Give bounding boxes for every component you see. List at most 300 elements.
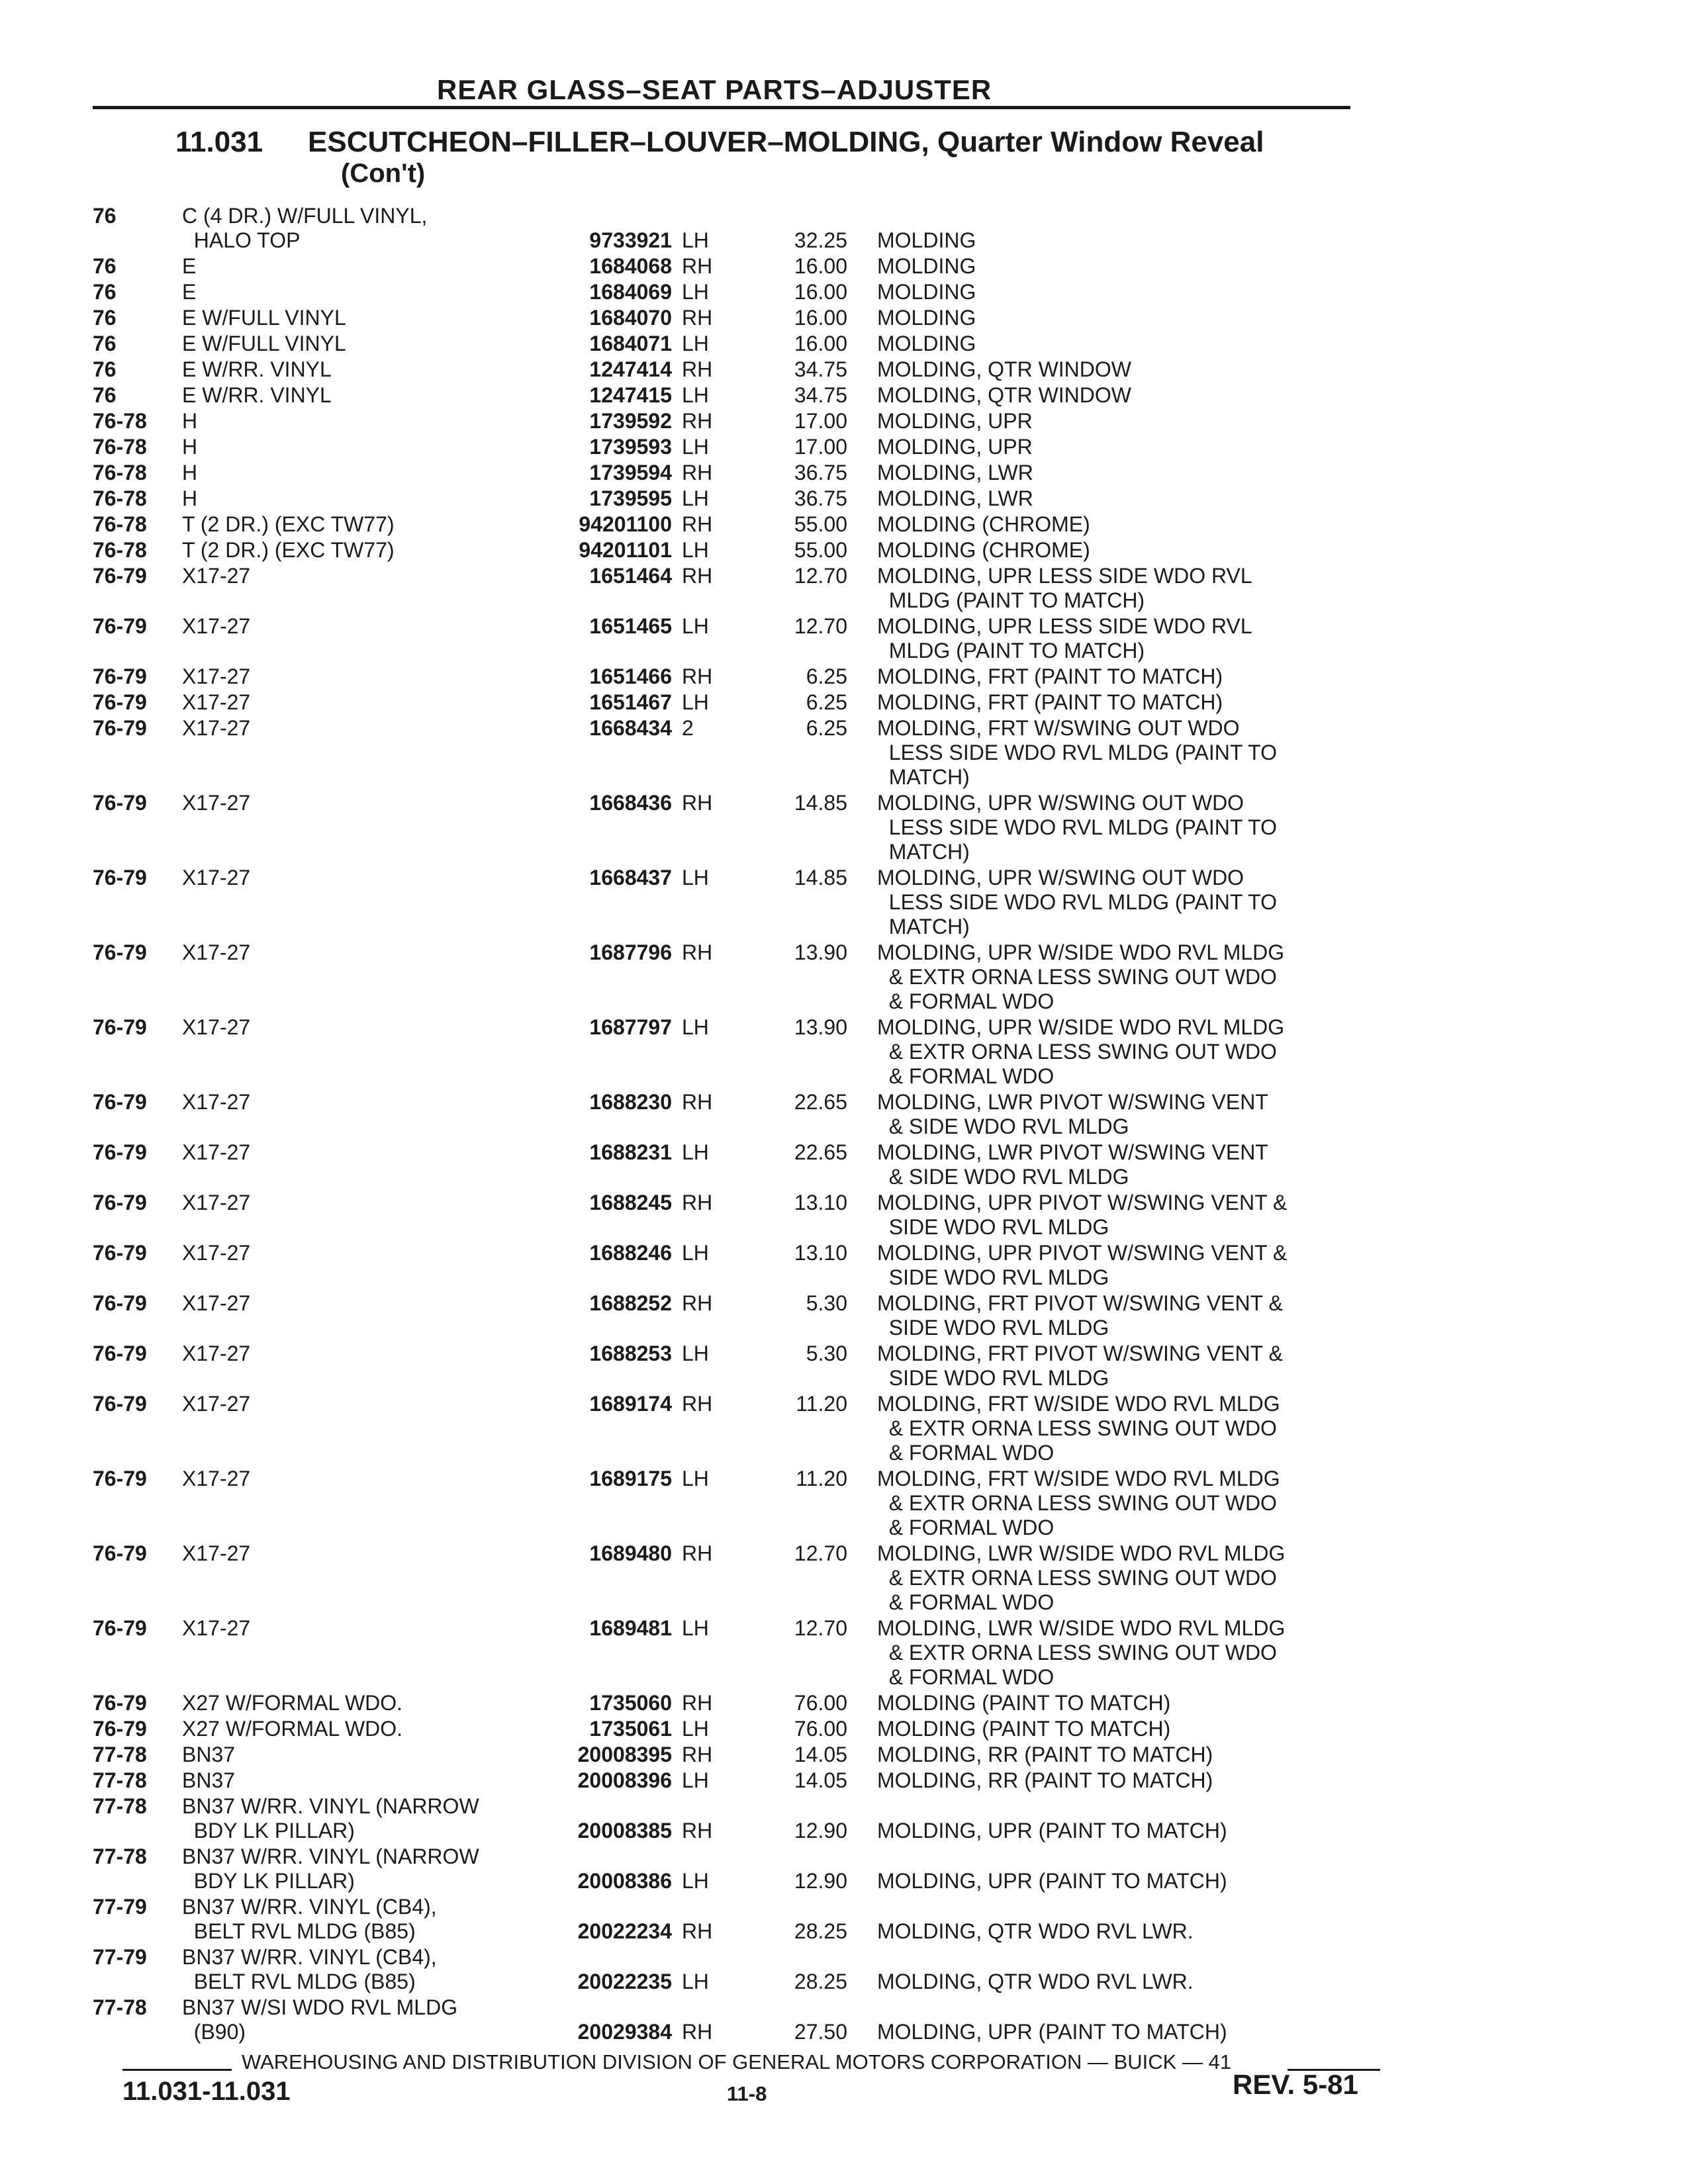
part-description: MOLDING (CHROME)	[877, 538, 1090, 562]
model-application: E W/RR. VINYL	[182, 357, 332, 381]
model-application: X17-27	[182, 564, 251, 588]
table-row	[0, 409, 1688, 433]
table-row	[0, 332, 1688, 356]
model-application: BN37 W/RR. VINYL (CB4),	[182, 1945, 437, 1969]
table-row	[0, 1140, 1688, 1189]
part-description: & EXTR ORNA LESS SWING OUT WDO	[877, 1416, 1277, 1440]
side-or-quantity: RH	[682, 2020, 713, 2044]
part-description: & FORMAL WDO	[877, 1516, 1055, 1539]
side-or-quantity: RH	[682, 1291, 713, 1315]
part-description: MOLDING, UPR (PAINT TO MATCH)	[877, 1819, 1227, 1843]
table-row	[0, 1090, 1688, 1139]
part-description: & EXTR ORNA LESS SWING OUT WDO	[877, 1040, 1277, 1064]
side-or-quantity: RH	[682, 791, 713, 815]
part-number: 20029384	[577, 2020, 672, 2044]
part-description: & EXTR ORNA LESS SWING OUT WDO	[877, 965, 1277, 989]
model-application: BELT RVL MLDG (B85)	[182, 1919, 416, 1943]
table-row	[0, 204, 1688, 253]
part-number: 1684071	[589, 332, 672, 355]
table-row	[0, 614, 1688, 663]
side-or-quantity: RH	[682, 512, 713, 536]
price: 76.00	[794, 1691, 847, 1715]
part-description: MOLDING, FRT W/SIDE WDO RVL MLDG	[877, 1467, 1280, 1490]
part-description: MOLDING, RR (PAINT TO MATCH)	[877, 1743, 1213, 1766]
side-or-quantity: RH	[682, 664, 713, 688]
side-or-quantity: LH	[682, 280, 709, 304]
model-year: 76-79	[93, 664, 147, 688]
price: 16.00	[794, 280, 847, 304]
side-or-quantity: LH	[682, 538, 709, 562]
part-description: MATCH)	[877, 840, 970, 864]
part-number: 1651466	[589, 664, 672, 688]
side-or-quantity: RH	[682, 357, 713, 381]
part-description: MOLDING, UPR (PAINT TO MATCH)	[877, 1869, 1227, 1893]
model-year: 76	[93, 204, 117, 228]
side-or-quantity: RH	[682, 409, 713, 433]
part-number: 1735060	[589, 1691, 672, 1715]
price: 14.05	[794, 1743, 847, 1766]
part-number: 1689175	[589, 1467, 672, 1490]
model-year: 76-78	[93, 512, 147, 536]
side-or-quantity: RH	[682, 1392, 713, 1416]
part-number: 20008396	[577, 1768, 672, 1792]
model-application: X17-27	[182, 664, 251, 688]
model-year: 76-78	[93, 409, 147, 433]
model-year: 76-79	[93, 1541, 147, 1565]
part-description: MOLDING, FRT W/SWING OUT WDO	[877, 716, 1240, 740]
part-number: 1684070	[589, 306, 672, 330]
part-number: 1688230	[589, 1090, 672, 1114]
part-description: MOLDING, UPR PIVOT W/SWING VENT &	[877, 1241, 1288, 1265]
section-continued: (Con't)	[341, 159, 426, 188]
model-application: X17-27	[182, 1467, 251, 1490]
part-number: 20022235	[577, 1970, 672, 1993]
table-row	[0, 1768, 1688, 1793]
model-application: BDY LK PILLAR)	[182, 1869, 355, 1893]
table-row	[0, 1794, 1688, 1843]
side-or-quantity: RH	[682, 1691, 713, 1715]
price: 27.50	[794, 2020, 847, 2044]
part-description: & EXTR ORNA LESS SWING OUT WDO	[877, 1566, 1277, 1590]
model-year: 76-79	[93, 866, 147, 889]
model-application: BN37 W/RR. VINYL (NARROW	[182, 1794, 479, 1818]
part-number: 20008385	[577, 1819, 672, 1843]
part-description: MATCH)	[877, 765, 970, 789]
price: 12.90	[794, 1869, 847, 1893]
part-description: SIDE WDO RVL MLDG	[877, 1316, 1109, 1340]
part-description: & SIDE WDO RVL MLDG	[877, 1165, 1129, 1189]
price: 14.85	[794, 791, 847, 815]
model-application: BN37	[182, 1743, 236, 1766]
model-year: 76-79	[93, 940, 147, 964]
model-application: H	[182, 409, 198, 433]
table-row	[0, 538, 1688, 563]
part-number: 1687796	[589, 940, 672, 964]
price: 17.00	[794, 409, 847, 433]
model-application: X17-27	[182, 791, 251, 815]
table-row	[0, 306, 1688, 330]
price: 17.00	[794, 435, 847, 459]
price: 34.75	[794, 383, 847, 407]
part-description: MOLDING, RR (PAINT TO MATCH)	[877, 1768, 1213, 1792]
part-description: MOLDING, UPR (PAINT TO MATCH)	[877, 2020, 1227, 2044]
part-description: MOLDING, LWR	[877, 486, 1033, 510]
price: 11.20	[796, 1392, 847, 1416]
footer-revision: REV. 5-81	[1233, 2069, 1358, 2100]
table-row	[0, 1191, 1688, 1240]
model-application: X27 W/FORMAL WDO.	[182, 1691, 403, 1715]
price: 22.65	[794, 1090, 847, 1114]
model-year: 76-79	[93, 1291, 147, 1315]
price: 13.10	[794, 1191, 847, 1214]
price: 13.90	[794, 1015, 847, 1039]
price: 36.75	[794, 486, 847, 510]
model-application: X17-27	[182, 866, 251, 889]
price: 13.10	[794, 1241, 847, 1265]
model-application: X17-27	[182, 690, 251, 714]
part-description: MOLDING, LWR PIVOT W/SWING VENT	[877, 1140, 1268, 1164]
price: 14.05	[794, 1768, 847, 1792]
model-year: 76-79	[93, 1241, 147, 1265]
model-application: BN37 W/RR. VINYL (NARROW	[182, 1844, 479, 1868]
part-number: 20008395	[577, 1743, 672, 1766]
table-row	[0, 1844, 1688, 1893]
side-or-quantity: LH	[682, 1616, 709, 1640]
price: 12.90	[794, 1819, 847, 1843]
part-description: MOLDING, QTR WDO RVL LWR.	[877, 1970, 1194, 1993]
part-description: MOLDING	[877, 254, 976, 278]
table-row	[0, 486, 1688, 511]
price: 32.25	[794, 228, 847, 252]
section-title: ESCUTCHEON–FILLER–LOUVER–MOLDING, Quarter Window Reveal	[308, 126, 1264, 158]
part-number: 1688231	[589, 1140, 672, 1164]
part-description: MOLDING, UPR	[877, 435, 1033, 459]
table-row	[0, 1717, 1688, 1741]
section-number: 11.031	[175, 126, 263, 158]
side-or-quantity: LH	[682, 614, 709, 638]
model-year: 77-79	[93, 1895, 147, 1919]
part-number: 1739592	[589, 409, 672, 433]
part-description: MOLDING, UPR LESS SIDE WDO RVL	[877, 614, 1252, 638]
price: 14.85	[794, 866, 847, 889]
price: 12.70	[794, 1616, 847, 1640]
part-description: & FORMAL WDO	[877, 989, 1055, 1013]
part-description: MOLDING, FRT (PAINT TO MATCH)	[877, 664, 1223, 688]
part-number: 1668437	[589, 866, 672, 889]
table-row	[0, 435, 1688, 459]
part-number: 1688245	[589, 1191, 672, 1214]
part-number: 1668434	[589, 716, 672, 740]
price: 5.30	[806, 1291, 847, 1315]
part-description: MOLDING, QTR WINDOW	[877, 383, 1131, 407]
table-row	[0, 866, 1688, 939]
part-number: 1739593	[589, 435, 672, 459]
side-or-quantity: RH	[682, 1191, 713, 1214]
table-row	[0, 254, 1688, 279]
side-or-quantity: LH	[682, 435, 709, 459]
part-description: & FORMAL WDO	[877, 1590, 1055, 1614]
table-row	[0, 1616, 1688, 1690]
part-description: MOLDING, UPR W/SWING OUT WDO	[877, 866, 1244, 889]
side-or-quantity: LH	[682, 332, 709, 355]
part-number: 1689480	[589, 1541, 672, 1565]
part-description: MOLDING, FRT PIVOT W/SWING VENT &	[877, 1342, 1283, 1365]
price: 55.00	[794, 512, 847, 536]
part-number: 1688252	[589, 1291, 672, 1315]
footer-page-number: 11-8	[727, 2082, 767, 2105]
model-application: H	[182, 486, 198, 510]
table-row	[0, 383, 1688, 408]
model-year: 76-79	[93, 1015, 147, 1039]
model-year: 76	[93, 254, 117, 278]
part-description: MOLDING, UPR W/SIDE WDO RVL MLDG	[877, 940, 1285, 964]
side-or-quantity: LH	[682, 486, 709, 510]
price: 6.25	[806, 664, 847, 688]
side-or-quantity: RH	[682, 461, 713, 484]
part-description: SIDE WDO RVL MLDG	[877, 1366, 1109, 1390]
table-row	[0, 1945, 1688, 1994]
table-row	[0, 564, 1688, 613]
part-number: 1651464	[589, 564, 672, 588]
table-row	[0, 664, 1688, 689]
model-year: 76-78	[93, 435, 147, 459]
part-description: SIDE WDO RVL MLDG	[877, 1215, 1109, 1239]
part-description: MOLDING, UPR PIVOT W/SWING VENT &	[877, 1191, 1288, 1214]
part-number: 1684068	[589, 254, 672, 278]
price: 34.75	[794, 357, 847, 381]
model-year: 76-78	[93, 461, 147, 484]
model-application: X17-27	[182, 1140, 251, 1164]
part-description: MOLDING	[877, 228, 976, 252]
part-description: & SIDE WDO RVL MLDG	[877, 1115, 1129, 1138]
side-or-quantity: LH	[682, 690, 709, 714]
model-year: 76-79	[93, 1691, 147, 1715]
part-number: 94201100	[579, 512, 672, 536]
part-description: MOLDING	[877, 280, 976, 304]
table-row	[0, 1241, 1688, 1290]
side-or-quantity: 2	[682, 716, 694, 740]
part-description: & FORMAL WDO	[877, 1665, 1055, 1689]
price: 12.70	[794, 564, 847, 588]
table-row	[0, 461, 1688, 485]
model-year: 77-79	[93, 1945, 147, 1969]
model-year: 77-78	[93, 1794, 147, 1818]
part-description: MLDG (PAINT TO MATCH)	[877, 588, 1145, 612]
side-or-quantity: LH	[682, 1342, 709, 1365]
part-description: MOLDING	[877, 306, 976, 330]
price: 11.20	[796, 1467, 847, 1490]
price: 28.25	[794, 1970, 847, 1993]
model-year: 77-78	[93, 1768, 147, 1792]
model-application: BDY LK PILLAR)	[182, 1819, 355, 1843]
part-description: LESS SIDE WDO RVL MLDG (PAINT TO	[877, 890, 1277, 914]
model-year: 76-79	[93, 1090, 147, 1114]
price: 12.70	[794, 1541, 847, 1565]
footer-section-range: 11.031-11.031	[122, 2077, 291, 2106]
model-application: E W/RR. VINYL	[182, 383, 332, 407]
part-description: MOLDING, UPR	[877, 409, 1033, 433]
price: 28.25	[794, 1919, 847, 1943]
model-year: 76-79	[93, 1616, 147, 1640]
side-or-quantity: LH	[682, 1467, 709, 1490]
table-row	[0, 716, 1688, 790]
part-description: MOLDING	[877, 332, 976, 355]
model-application: X17-27	[182, 1541, 251, 1565]
table-row	[0, 512, 1688, 537]
model-application: (B90)	[182, 2020, 246, 2044]
part-description: MOLDING, LWR PIVOT W/SWING VENT	[877, 1090, 1268, 1114]
side-or-quantity: RH	[682, 564, 713, 588]
part-description: MOLDING (PAINT TO MATCH)	[877, 1691, 1171, 1715]
part-description: LESS SIDE WDO RVL MLDG (PAINT TO	[877, 741, 1277, 764]
model-year: 76	[93, 280, 117, 304]
side-or-quantity: LH	[682, 1140, 709, 1164]
table-row	[0, 1015, 1688, 1089]
side-or-quantity: RH	[682, 1819, 713, 1843]
model-application: T (2 DR.) (EXC TW77)	[182, 538, 395, 562]
part-description: MOLDING, FRT PIVOT W/SWING VENT &	[877, 1291, 1283, 1315]
price: 12.70	[794, 614, 847, 638]
model-application: X17-27	[182, 1015, 251, 1039]
model-application: E	[182, 254, 197, 278]
price: 16.00	[794, 254, 847, 278]
part-description: SIDE WDO RVL MLDG	[877, 1265, 1109, 1289]
side-or-quantity: LH	[682, 866, 709, 889]
model-year: 77-78	[93, 1844, 147, 1868]
side-or-quantity: LH	[682, 228, 709, 252]
part-description: & FORMAL WDO	[877, 1441, 1055, 1465]
model-application: X17-27	[182, 1616, 251, 1640]
part-number: 1651467	[589, 690, 672, 714]
part-number: 94201101	[579, 538, 672, 562]
table-row	[0, 690, 1688, 715]
table-row	[0, 1392, 1688, 1465]
part-description: MATCH)	[877, 915, 970, 938]
model-year: 76	[93, 383, 117, 407]
model-application: E W/FULL VINYL	[182, 306, 346, 330]
side-or-quantity: RH	[682, 306, 713, 330]
model-application: HALO TOP	[182, 228, 301, 252]
footer-rule-left	[122, 2069, 232, 2071]
price: 22.65	[794, 1140, 847, 1164]
model-year: 76-79	[93, 1467, 147, 1490]
price: 6.25	[806, 690, 847, 714]
price: 55.00	[794, 538, 847, 562]
model-year: 76	[93, 357, 117, 381]
price: 16.00	[794, 306, 847, 330]
part-number: 20022234	[577, 1919, 672, 1943]
table-row	[0, 357, 1688, 382]
part-description: & EXTR ORNA LESS SWING OUT WDO	[877, 1491, 1277, 1515]
side-or-quantity: RH	[682, 940, 713, 964]
table-row	[0, 1691, 1688, 1715]
model-year: 77-78	[93, 1743, 147, 1766]
part-description: MLDG (PAINT TO MATCH)	[877, 639, 1145, 662]
table-row	[0, 1743, 1688, 1767]
model-year: 76-79	[93, 1717, 147, 1741]
model-year: 76	[93, 306, 117, 330]
side-or-quantity: LH	[682, 1241, 709, 1265]
model-year: 76-79	[93, 564, 147, 588]
part-description: MOLDING (CHROME)	[877, 512, 1090, 536]
part-description: MOLDING, QTR WDO RVL LWR.	[877, 1919, 1194, 1943]
model-year: 76-79	[93, 1392, 147, 1416]
model-application: X17-27	[182, 1241, 251, 1265]
part-number: 1688246	[589, 1241, 672, 1265]
part-description: MOLDING, UPR W/SWING OUT WDO	[877, 791, 1244, 815]
model-application: X17-27	[182, 1090, 251, 1114]
model-application: X17-27	[182, 940, 251, 964]
model-year: 76-79	[93, 690, 147, 714]
part-number: 1687797	[589, 1015, 672, 1039]
table-row	[0, 1995, 1688, 2044]
model-year: 76-79	[93, 614, 147, 638]
side-or-quantity: RH	[682, 1541, 713, 1565]
table-row	[0, 1895, 1688, 1944]
table-row	[0, 1541, 1688, 1615]
model-application: X17-27	[182, 1191, 251, 1214]
part-number: 1668436	[589, 791, 672, 815]
side-or-quantity: RH	[682, 1919, 713, 1943]
model-application: X17-27	[182, 1392, 251, 1416]
part-number: 1247414	[589, 357, 672, 381]
table-row	[0, 1342, 1688, 1390]
price: 16.00	[794, 332, 847, 355]
model-application: BELT RVL MLDG (B85)	[182, 1970, 416, 1993]
model-year: 76	[93, 332, 117, 355]
model-application: H	[182, 461, 198, 484]
table-row	[0, 1467, 1688, 1540]
side-or-quantity: RH	[682, 1090, 713, 1114]
part-number: 20008386	[577, 1869, 672, 1893]
part-number: 1739595	[589, 486, 672, 510]
part-number: 1684069	[589, 280, 672, 304]
part-number: 1247415	[589, 383, 672, 407]
model-year: 76-79	[93, 1342, 147, 1365]
model-year: 77-78	[93, 1995, 147, 2019]
model-application: X17-27	[182, 716, 251, 740]
table-row	[0, 1291, 1688, 1340]
model-year: 76-79	[93, 791, 147, 815]
side-or-quantity: LH	[682, 383, 709, 407]
model-application: X17-27	[182, 1291, 251, 1315]
side-or-quantity: LH	[682, 1970, 709, 1993]
part-number: 1739594	[589, 461, 672, 484]
price: 6.25	[806, 716, 847, 740]
table-row	[0, 940, 1688, 1014]
model-application: T (2 DR.) (EXC TW77)	[182, 512, 395, 536]
page-header-title: REAR GLASS–SEAT PARTS–ADJUSTER	[437, 74, 992, 105]
model-application: BN37 W/RR. VINYL (CB4),	[182, 1895, 437, 1919]
model-year: 76-78	[93, 486, 147, 510]
side-or-quantity: LH	[682, 1717, 709, 1741]
part-number: 1735061	[589, 1717, 672, 1741]
price: 76.00	[794, 1717, 847, 1741]
part-number: 1689481	[589, 1616, 672, 1640]
part-description: MOLDING (PAINT TO MATCH)	[877, 1717, 1171, 1741]
model-application: E W/FULL VINYL	[182, 332, 346, 355]
side-or-quantity: LH	[682, 1869, 709, 1893]
model-year: 76-79	[93, 1191, 147, 1214]
model-application: X17-27	[182, 614, 251, 638]
part-number: 1688253	[589, 1342, 672, 1365]
part-number: 9733921	[589, 228, 672, 252]
model-application: X17-27	[182, 1342, 251, 1365]
part-description: MOLDING, LWR W/SIDE WDO RVL MLDG	[877, 1541, 1286, 1565]
model-application: X27 W/FORMAL WDO.	[182, 1717, 403, 1741]
part-number: 1651465	[589, 614, 672, 638]
model-application: H	[182, 435, 198, 459]
